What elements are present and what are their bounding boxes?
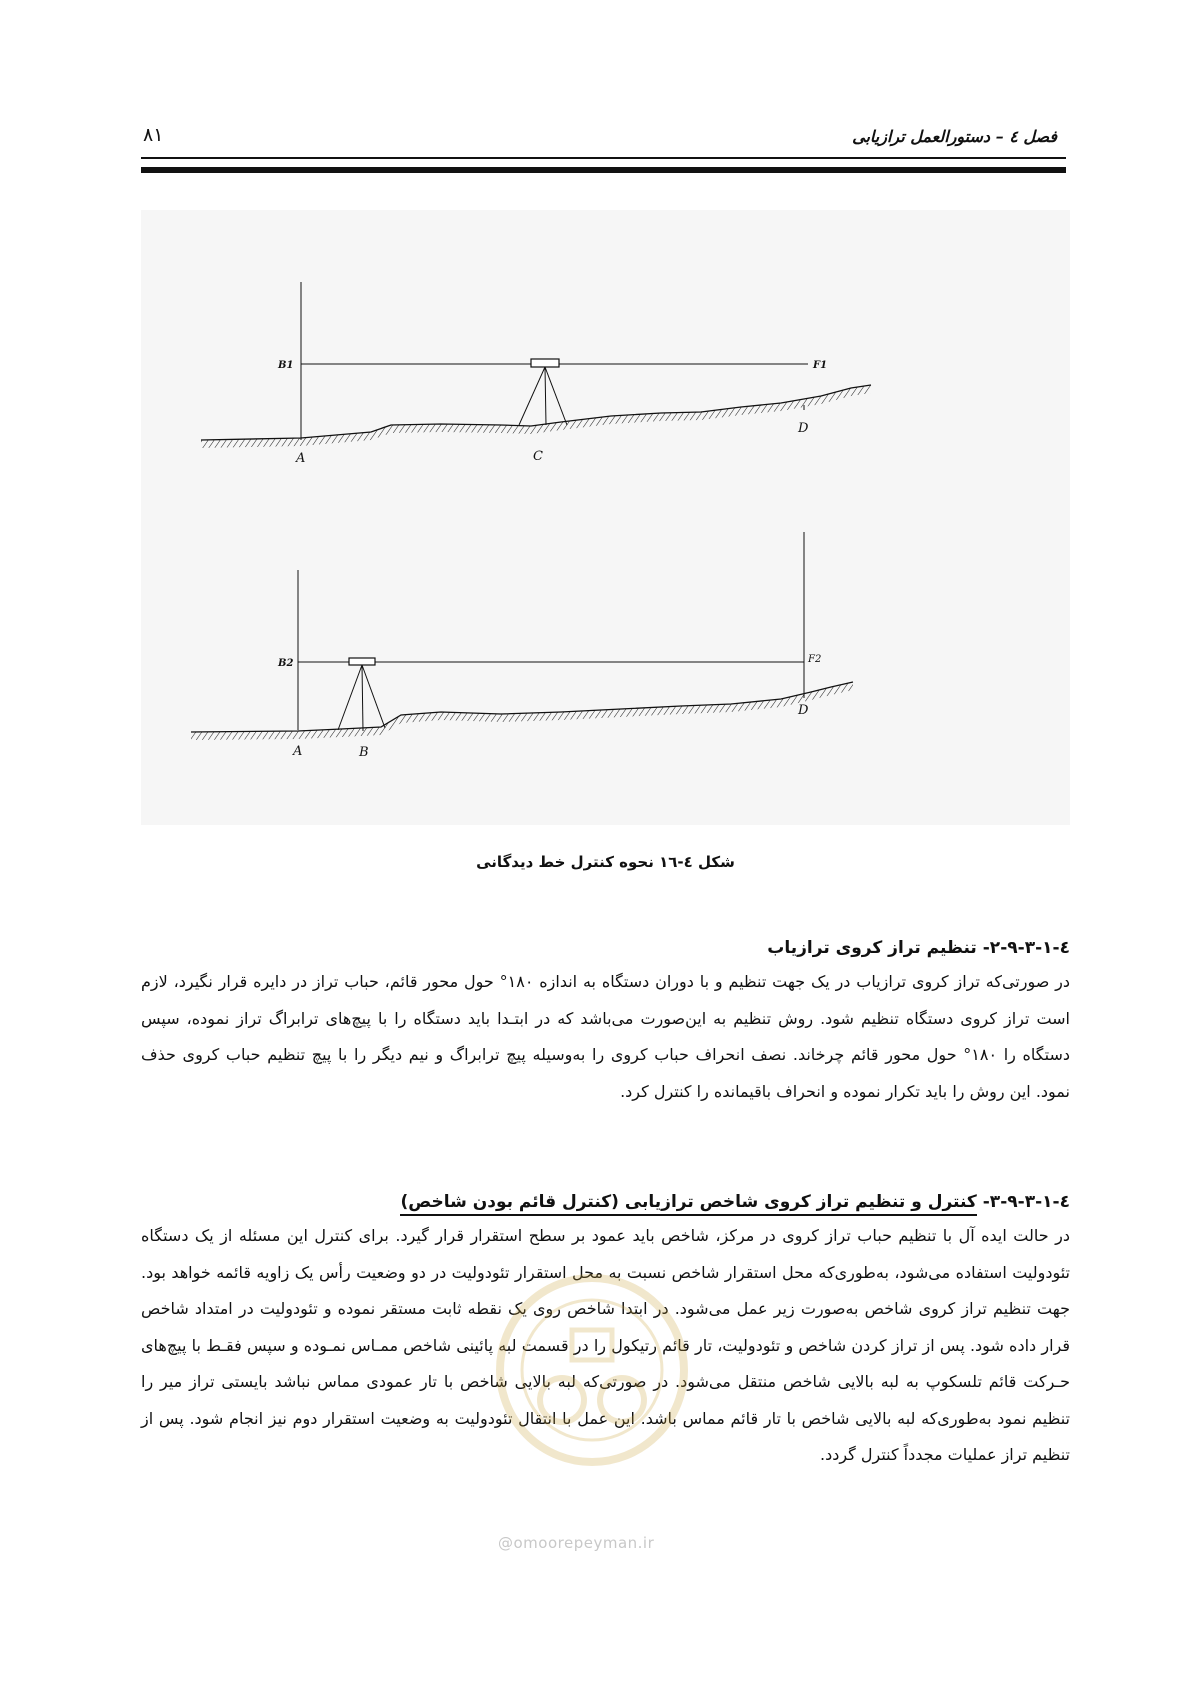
section-heading bbox=[141, 938, 1070, 958]
figure-caption: شکل ٤-١٦ نحوه کنترل خط دیدگانی bbox=[476, 853, 735, 871]
label-b2: B2 bbox=[278, 658, 294, 669]
label-c: C bbox=[533, 449, 543, 464]
level-instrument-top bbox=[531, 359, 559, 367]
watermark-logo bbox=[492, 1270, 692, 1470]
tripod-leg bbox=[362, 665, 385, 728]
header-rule-thin bbox=[141, 157, 1066, 159]
leveling-diagram bbox=[141, 210, 1070, 825]
ground-hatch-bottom bbox=[191, 682, 853, 740]
tripod-leg bbox=[519, 367, 545, 425]
tripod-leg bbox=[362, 665, 363, 731]
label-a-top: A bbox=[296, 451, 306, 466]
section-title: تنظیم تراز کروی ترازیاب bbox=[767, 938, 977, 958]
label-b-bottom: B bbox=[359, 745, 369, 760]
page-number: ٨١ bbox=[143, 124, 164, 146]
section-number: ٤-١-٣-٩-٣- bbox=[982, 1192, 1070, 1212]
figure bbox=[141, 210, 1070, 825]
label-d-bottom: D bbox=[798, 703, 809, 718]
bottom-diagram bbox=[191, 532, 853, 760]
section-heading bbox=[141, 1192, 1070, 1212]
label-a-bottom: A bbox=[293, 744, 303, 759]
level-instrument-bottom bbox=[349, 658, 375, 665]
section-number: ٤-١-٣-٩-٢- bbox=[982, 938, 1070, 958]
label-f2: F2 bbox=[808, 654, 822, 665]
top-diagram bbox=[201, 282, 871, 466]
watermark-url: @omoorepeyman.ir bbox=[498, 1534, 655, 1552]
section-spherical-level-instrument bbox=[141, 938, 1070, 1110]
label-f1: F1 bbox=[813, 360, 828, 371]
section-paragraph: در حالت ایده آل با تنظیم حباب تراز کروی در مرکز، شاخص باید عمود بر سطح استقرار قرار گیرد. برای کنترل این مسئله از یک دستگاه تئودولیت استفاده می‌شود، به‌طوری‌که محل استقرار شاخص نسبت به محل استقرار تئودولیت در دو وضعیت رأس یک زاویه قائمه خواهد بود. جهت تنظیم تراز کروی شاخص به‌صورت زیر عمل می‌شود. در ابتدا شاخص روی یک نقطه ثابت مستقر نموده و تئودولیت در امتداد شاخص قرار داده شود. پس از تراز کردن شاخص و تئودولیت، تار قائم رتیکول را در قسمت لبه پائینی شاخص ممـاس نمـوده و سپس فقـط با پیچ‌های حـرکت قائم تلسکوپ به لبه بالایی شاخص منتقل می‌شود. در صورتی‌که لبه بالایی شاخص با تار عمودی مماس نباشد بایستی تراز میر را تنظیم نمود به‌طوری‌که لبه بالایی شاخص با تار قائم مماس باشد. این عمل با انتقال تئودولیت به وضعیت استقرار دوم نیز انجام شود. پس از تنظیم تراز عملیات مجدداً کنترل گردد. bbox=[141, 1226, 1070, 1464]
tripod-leg bbox=[338, 665, 362, 730]
label-d-top: D bbox=[798, 421, 809, 436]
section-title: کنترل و تنظیم تراز کروی شاخص ترازیابی (کنترل قائم بودن شاخص) bbox=[400, 1192, 976, 1216]
label-b1: B1 bbox=[278, 360, 294, 371]
header-rule-thick bbox=[141, 167, 1066, 173]
tripod-leg bbox=[545, 367, 546, 425]
chapter-title: فصل ٤ – دستورالعمل ترازیابی bbox=[852, 127, 1057, 146]
tripod-leg bbox=[545, 367, 567, 425]
section-paragraph: در صورتی‌که تراز کروی ترازیاب در یک جهت تنظیم و با دوران دستگاه به اندازه ١٨٠° حول محور قائم، حباب تراز در دایره قرار نگیرد، لازم است تراز کروی دستگاه تنظیم شود. روش تنظیم به این‌صورت می‌باشد که در ابتـدا باید دستگاه را با پیچ‌های ترابراگ تراز نموده، سپس دستگاه را ١٨٠° حول محور قائم چرخاند. نصف انحراف حباب کروی را به‌وسیله پیچ ترابراگ و نیم دیگر را با پیچ تنظیم حباب کروی حذف نمود. این روش را باید تکرار نموده و انحراف باقیمانده را کنترل کرد. bbox=[141, 972, 1071, 1101]
